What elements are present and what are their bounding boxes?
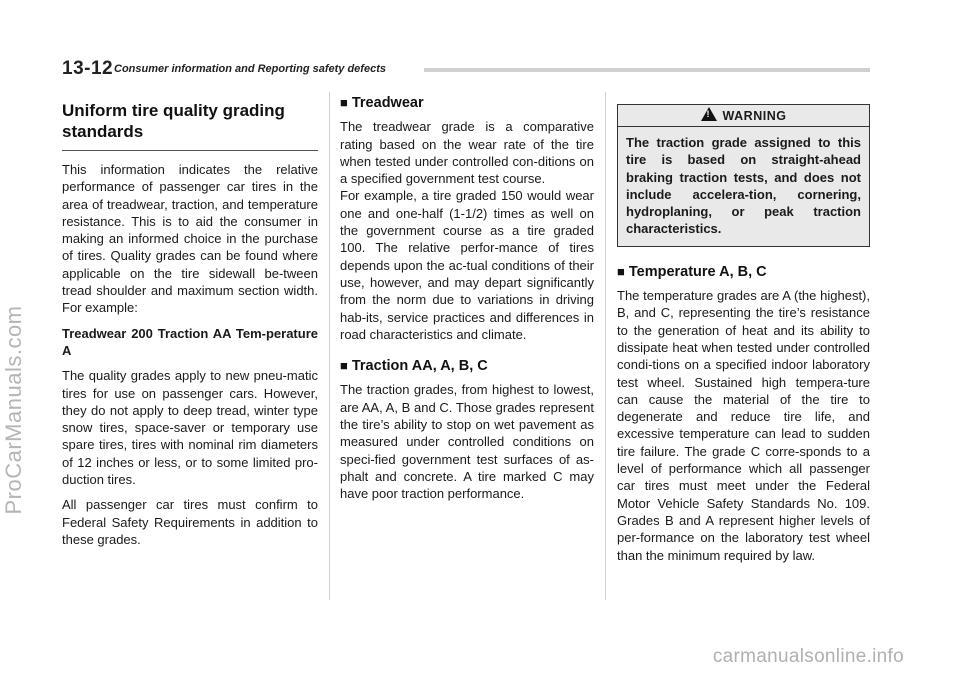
square-bullet-icon: ■ (340, 358, 348, 374)
page-number: 13-12 (62, 58, 114, 79)
treadwear-heading (340, 94, 594, 112)
treadwear-heading-text: Treadwear (351, 95, 424, 111)
column-1 (62, 100, 318, 556)
treadwear-paragraph-2: For example, a tire graded 150 would wear one and one-half (1-1/2) times as well on the government course as a tire graded 100. The relative perfor-mance of tires depends upon the ac-tual conditions of their use, however, and may depart significantly from the norm due to variations in driving hab-its, service practices and differences in road characteristics and climate. (340, 188, 594, 342)
warning-label: WARNING (722, 109, 787, 123)
temperature-heading-text: Temperature A, B, C (628, 263, 767, 280)
traction-heading (340, 357, 594, 375)
square-bullet-icon: ■ (340, 95, 348, 110)
grade-example: Treadwear 200 Traction AA Tem-perature A (62, 325, 318, 358)
traction-paragraph: The traction grades, from highest to lowest, are AA, A, B and C. Those grades represent the tire’s ability to stop on wet pavement as measured under controlled conditions on speci-fied government test surfaces of as-phalt and concrete. A tire marked C may have poor traction performance. (340, 382, 594, 502)
column-divider-2 (605, 92, 606, 600)
scope-paragraph: The quality grades apply to new pneu-matic tires for use on passenger cars. However, they do not apply to deep tread, winter type snow tires, space-saver or temporary use spare tires, tires with nominal rim diameters of 12 inches or less, or to some limited pro-duction tires. (62, 368, 318, 488)
header-rule (424, 68, 870, 72)
requirements-paragraph: All passenger car tires must confirm to Federal Safety Requirements in addition to these grades. (62, 497, 318, 547)
main-heading: Uniform tire quality grading standards (62, 101, 285, 141)
bottom-watermark: carmanualsonline.info (712, 646, 904, 667)
warning-text: The traction grade assigned to this tire is based on straight-ahead braking traction tests, and does not include accelera-tion, cornering, hydroplaning, or peak traction characteristics. (626, 135, 861, 237)
treadwear-paragraph-1: The treadwear grade is a comparative rating based on the wear rate of the tire when tested under controlled con-ditions on a specified government test course. (340, 119, 594, 187)
column-2 (340, 94, 594, 511)
section-title: Consumer information and Reporting safety defects (114, 63, 386, 75)
page-header (62, 58, 870, 80)
side-watermark (1, 160, 26, 660)
column-3 (617, 104, 870, 572)
square-bullet-icon: ■ (617, 263, 625, 279)
warning-triangle-icon (701, 107, 717, 121)
warning-box (617, 104, 870, 247)
side-watermark-text: ProCarManuals.com (1, 305, 26, 515)
heading-rule (62, 150, 318, 151)
intro-paragraph: This information indicates the relative performance of passenger car tires in the area of treadwear, traction, and temperature resistance. This is to aid the consumer in making an informed choice in the purchase of tires. Quality grades can be found where applicable on the tire sidewall be-tween tread shoulder and maximum section width. For example: (62, 162, 318, 316)
temperature-paragraph: The temperature grades are A (the highest), B, and C, representing the tire’s resistance to the generation of heat and its ability to dissipate heat when tested under controlled condi-tions on a specified indoor laboratory test wheel. Sustained high tempera-ture can cause the material of the tire to degenerate and reduce tire life, and excessive temperature can lead to sudden tire failure. The grade C corre-sponds to a level of performance which all passenger car tires must meet under the Federal Motor Vehicle Safety Standards No. 109. Grades B and A represent higher levels of per-formance on the laboratory test wheel than the minimum required by law. (617, 288, 870, 563)
warning-title (618, 105, 869, 127)
traction-heading-text: Traction AA, A, B, C (351, 358, 488, 375)
column-divider-1 (329, 92, 330, 600)
temperature-heading (617, 263, 870, 281)
